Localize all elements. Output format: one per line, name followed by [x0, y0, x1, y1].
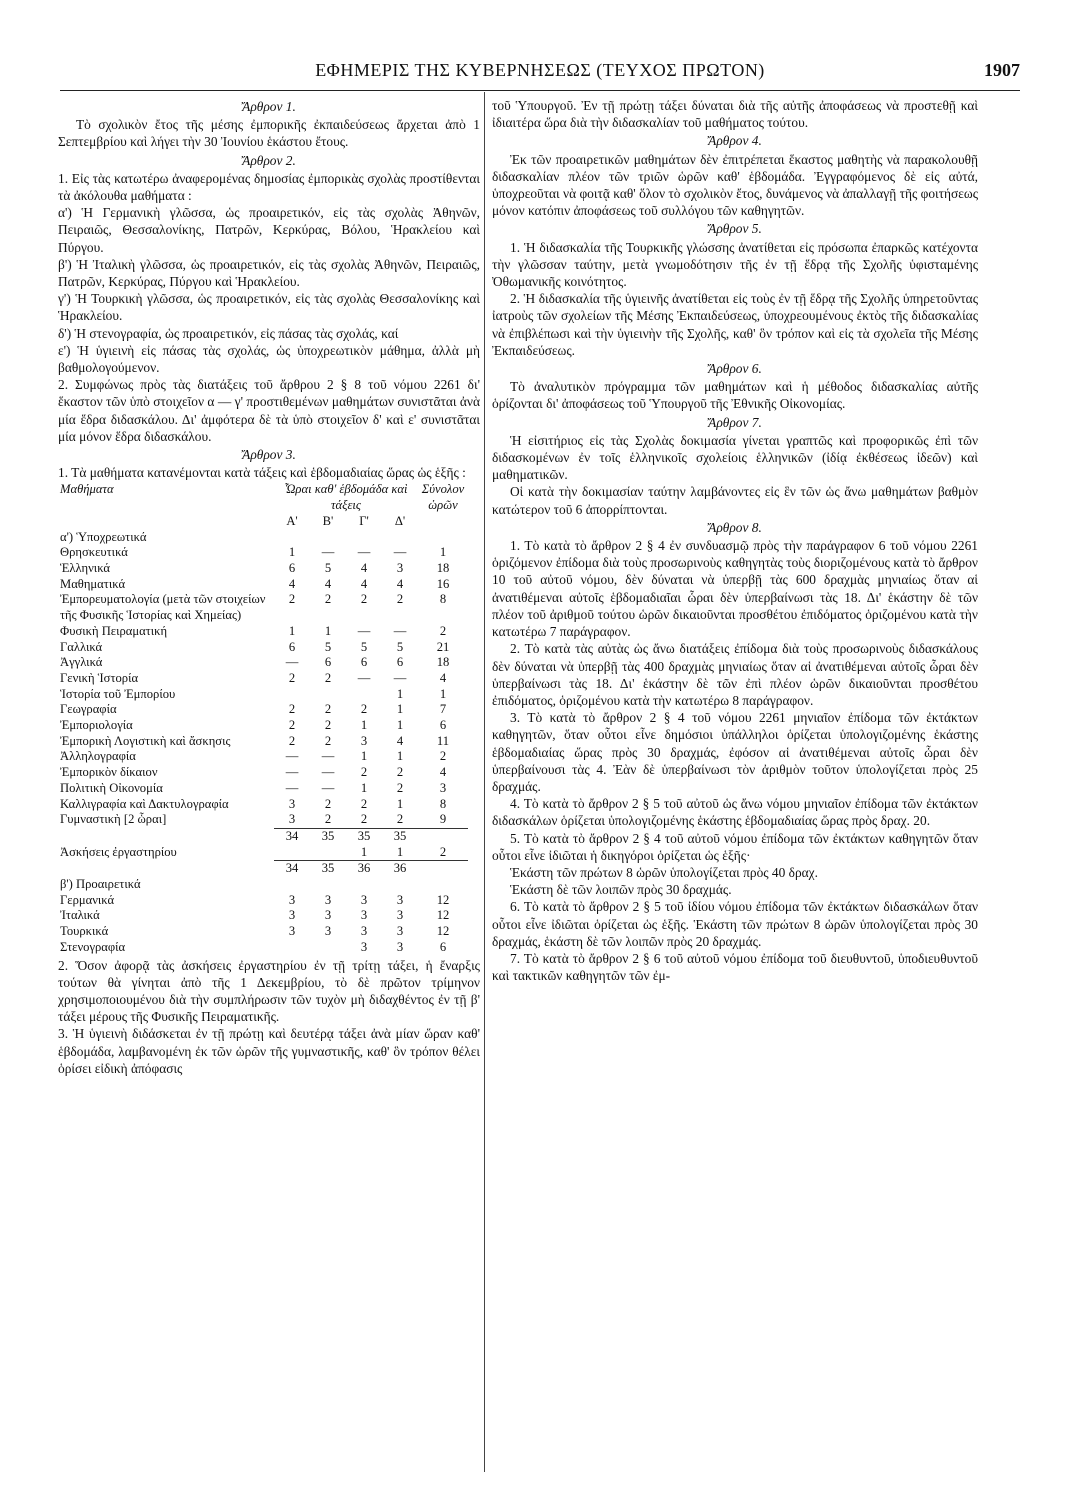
article-8-para-5: 5. Τὸ κατὰ τὸ ἄρθρον 2 § 4 τοῦ αὐτοῦ νόμου ἐπίδομα τῶν ἐκτάκτων καθηγητῶν ὅταν οὗτοι εἶνε ἰδιῶται ἡ δικηγόροι ὁρίζεται ὡς ἑξῆς·: [492, 830, 978, 863]
page-header: [60, 58, 1020, 86]
table-row: [58, 561, 468, 577]
table-row: [58, 908, 468, 924]
hours-cell: 4: [288, 576, 296, 591]
total-cell: 12: [436, 892, 450, 907]
hours-cell: —: [321, 749, 335, 764]
subject-cell: Γενικὴ Ἱστορία: [60, 670, 139, 685]
section-a-row: [58, 530, 468, 546]
hours-cell: 3: [360, 733, 368, 748]
col-total-header: Σύνολον ὡρῶν: [421, 482, 465, 513]
subject-cell: Ἐμποριολογία: [60, 718, 133, 733]
hours-cell: 3: [396, 892, 404, 907]
table-row: [58, 940, 468, 956]
hours-cell: —: [285, 780, 299, 795]
hours-cell: 35: [382, 828, 418, 844]
hours-cell: 2: [324, 812, 332, 827]
hours-cell: 5: [324, 560, 332, 575]
article-6-heading: Ἄρθρον 6.: [708, 361, 762, 377]
subject-cell: Στενογραφία: [60, 939, 126, 954]
hours-cell: 6: [288, 560, 296, 575]
article-2-para-a: α') Ἡ Γερμανικὴ γλῶσσα, ὡς προαιρετικόν, εἰς τὰς σχολὰς Ἀθηνῶν, Πειραιῶς, Θεσσαλονίκης, Πατρῶν, Κερκύρας, Βόλου, Ἡρακλείου καὶ Πύργου.: [58, 205, 480, 255]
hours-cell: 5: [360, 639, 368, 654]
section-b-label: β') Προαιρετικά: [60, 877, 141, 892]
hours-cell: 2: [288, 670, 296, 685]
table-row: [58, 734, 468, 750]
hours-cell: —: [285, 765, 299, 780]
hours-cell: 2: [396, 765, 404, 780]
article-5-para-1: 1. Ἡ διδασκαλία τῆς Τουρκικῆς γλώσσης ἀνατίθεται εἰς πρόσωπα ἐπαρκῶς κατέχοντα τὴν γλῶσσαν ταύτην, μετὰ γνωμοδότησιν τῆς ἐν τῇ ἕδρᾳ τῆς Σχολῆς ὑφισταμένης Ὀθωμανικῆς κοινότητος.: [492, 239, 978, 290]
hours-cell: —: [321, 780, 335, 795]
total-cell: 6: [439, 939, 447, 954]
subject-cell: [58, 514, 274, 530]
hours-cell: 6: [360, 655, 368, 670]
hours-cell: 2: [360, 765, 368, 780]
hours-cell: [310, 940, 346, 956]
table-row: [58, 592, 468, 623]
hours-cell: 2: [396, 592, 404, 607]
total-cell: [418, 828, 468, 844]
hours-cell: 3: [324, 924, 332, 939]
hours-cell: 2: [324, 733, 332, 748]
article-8-para-3: 3. Τὸ κατὰ τὸ ἄρθρον 2 § 4 τοῦ νόμου 2261 μηνιαῖον ἐπίδομα τῶν ἐκτάκτων καθηγητῶν, ὅταν οὗτοι εἶνε δημόσιοι ὑπάλληλοι ὁρίζεται ὑπολογιζομένης ἑκάστης ἑβδομαδιαίας ὥρας πρὸς 30 δραχμάς, ἐφόσον αἱ ἀνατιθέμεναι αὐτοῖς ὧραι δὲν ὑπερβαίνουσι τὰς 4. Ἐὰν δὲ ὑπερβαίνωσι τὸν ἀριθμὸν τοῦτον ὑπολογίζεται πρὸς 25 δραχμάς.: [492, 710, 978, 794]
total-cell: 18: [436, 560, 450, 575]
hours-cell: 3: [396, 924, 404, 939]
header-rule: [60, 90, 1020, 91]
hours-cell: [274, 940, 310, 956]
hours-cell: —: [357, 623, 371, 638]
subtotal-row: [58, 828, 468, 844]
total-cell: 1: [439, 686, 447, 701]
hours-cell: 3: [288, 924, 296, 939]
total-cell: 8: [439, 592, 447, 607]
table-row: [58, 702, 468, 718]
article-1-text: Τὸ σχολικὸν ἔτος τῆς μέσης ἐμπορικῆς ἐκπαιδεύσεως ἄρχεται ἀπὸ 1 Σεπτεμβρίου καὶ λήγει τὴν 30 Ἰουνίου ἑκάστου ἔτους.: [58, 117, 480, 150]
total-cell: 2: [439, 749, 447, 764]
subject-cell: Ἐμπορευματολογία (μετὰ τῶν στοιχείων τῆς Φυσικῆς Ἱστορίας καὶ Χημείας): [60, 592, 266, 623]
hours-cell: 1: [396, 796, 404, 811]
hours-cell: 1: [288, 545, 296, 560]
subject-cell: Ἑλληνικά: [60, 560, 111, 575]
hours-cell: 4: [360, 576, 368, 591]
total-cell: 21: [436, 639, 450, 654]
hours-cell: [310, 845, 346, 861]
total-cell: 4: [439, 670, 447, 685]
table-row: [58, 812, 468, 828]
article-7-heading: Ἄρθρον 7.: [708, 414, 762, 430]
table-row: [58, 655, 468, 671]
subject-cell: [58, 861, 274, 877]
hours-cell: 2: [324, 718, 332, 733]
subject-cell: Ἰταλικά: [60, 908, 100, 923]
hours-cell: 2: [288, 592, 296, 607]
article-4-heading: Ἄρθρον 4.: [708, 133, 762, 149]
hours-cell: —: [285, 749, 299, 764]
hours-cell: Δ': [394, 513, 406, 528]
subject-cell: Τουρκικά: [60, 924, 109, 939]
article-3-para-3: 3. Ἡ ὑγιεινὴ διδάσκεται ἐν τῇ πρώτῃ καὶ δευτέρᾳ τάξει ἀνὰ μίαν ὥραν καθ' ἑβδομάδα, λαμβανομένη ἐκ τῶν ὡρῶν τῆς γυμναστικῆς, καθ' ὃν τρόπον θέλει ὁρίσει εἰδικὴ ἀπόφασις: [58, 1026, 480, 1076]
article-8-para-8: 6. Τὸ κατὰ τὸ ἄρθρον 2 § 5 τοῦ ἰδίου νόμου ἐπίδομα τῶν ἐκτάκτων διδασκάλων ὅταν οὗτοι εἶνε ἰδιῶται ὁρίζεται ὡς ἑξῆς. Ἑκάστη τῶν πρώτων 8 ὡρῶν ὑπολογίζεται πρὸς 30 δραχμάς, ἑκάστη δὲ τῶν λοιπῶν πρὸς 20 δραχμάς.: [492, 899, 978, 949]
hours-cell: —: [321, 545, 335, 560]
hours-cell: 1: [288, 623, 296, 638]
table-row: [58, 765, 468, 781]
table-row: [58, 671, 468, 687]
hours-cell: 1: [396, 686, 404, 701]
hours-cell: Α': [286, 513, 298, 528]
hours-cell: 2: [324, 796, 332, 811]
hours-cell: 3: [396, 908, 404, 923]
hours-cell: —: [357, 545, 371, 560]
article-7-para-2: Οἱ κατὰ τὴν δοκιμασίαν ταύτην λαμβάνοντες εἰς ἓν τῶν ὡς ἄνω μαθημάτων βαθμὸν κατώτερον τοῦ 6 ἀπορρίπτονται.: [492, 484, 978, 517]
hours-cell: —: [321, 765, 335, 780]
total-cell: 1: [439, 545, 447, 560]
hours-cell: Β': [322, 513, 334, 528]
article-8-para-4: 4. Τὸ κατὰ τὸ ἄρθρον 2 § 5 τοῦ αὐτοῦ ὡς ἄνω νόμου μηνιαῖον ἐπίδομα τῶν ἐκτάκτων διδασκάλων ὁρίζεται ὑπολογιζομένης ἑκάστης ἑβδομαδιαίας ὥρας πρὸς δραχ. 20.: [492, 796, 978, 829]
hours-cell: 3: [288, 796, 296, 811]
subject-cell: Μαθηματικά: [60, 576, 126, 591]
hours-cell: 2: [396, 780, 404, 795]
table-row: [58, 545, 468, 561]
hours-cell: 3: [396, 939, 404, 954]
article-8-para-1: 1. Τὸ κατὰ τὸ ἄρθρον 2 § 4 ἐν συνδυασμῷ πρὸς τὴν παράγραφον 6 τοῦ νόμου 2261 ὁριζόμενον ἐπίδομα διὰ τοὺς προσωρινοὺς καθηγητὰς τοὺς διοριζομένους κατὰ τὸ ἄρθρον 10 τοῦ αὐτοῦ νόμου, δὲν δύναται νὰ ὑπερβῇ τὰς 600 δραχμὰς μηνιαίως ὅταν αἱ ἀνατιθέμεναι αὐτοῖς ἑβδομαδιαῖαι ὧραι δὲν ὑπερβαίνωσι τὰς 18. Δι' ἑκάστην δὲ τῶν πλέον τοῦ ἀριθμοῦ τούτου ὡρῶν δικαιοῦνται προσθέτου ἐπιδόματος ὁριζομένου κατὰ τὴν κατωτέρω 7 παράγραφον.: [492, 538, 978, 640]
hours-cell: 36: [382, 861, 418, 877]
right-column: [492, 97, 978, 984]
hours-cell: —: [357, 670, 371, 685]
subject-cell: Γυμναστικὴ [2 ὧραι]: [60, 812, 167, 827]
total-cell: 8: [439, 796, 447, 811]
hours-cell: [274, 687, 310, 703]
hours-cell: 2: [324, 670, 332, 685]
article-8-heading: Ἄρθρον 8.: [708, 519, 762, 535]
table-row: [58, 624, 468, 640]
table-row: [58, 781, 468, 797]
total-cell: 18: [436, 655, 450, 670]
hours-cell: 3: [396, 560, 404, 575]
col-hours-header: Ὧραι καθ' ἑβδομάδα καὶ τάξεις: [284, 482, 408, 513]
hours-cell: 1: [360, 718, 368, 733]
hours-cell: 2: [288, 718, 296, 733]
hours-cell: 4: [396, 576, 404, 591]
article-2-para-b: β') Ἡ Ἰταλικὴ γλῶσσα, ὡς προαιρετικόν, εἰς τὰς σχολὰς Ἀθηνῶν, Πειραιῶς, Πατρῶν, Κερκύρας, Πύργου καὶ Ἡρακλείου.: [58, 256, 480, 290]
hours-cell: 1: [396, 718, 404, 733]
total-cell: 12: [436, 924, 450, 939]
hours-cell: 2: [324, 592, 332, 607]
grade-label-row: [58, 514, 468, 530]
table-row: [58, 687, 468, 703]
total-cell: [418, 514, 468, 530]
subject-cell: [58, 828, 274, 844]
hours-cell: 2: [360, 812, 368, 827]
hours-cell: —: [285, 655, 299, 670]
subject-cell: Φυσικὴ Πειραματική: [60, 623, 168, 638]
total-cell: [418, 861, 468, 877]
section-b-row: [58, 877, 468, 893]
hours-cell: 2: [288, 733, 296, 748]
total-cell: 4: [439, 765, 447, 780]
hours-cell: 1: [324, 623, 332, 638]
subject-cell: Ἀσκήσεις ἐργαστηρίου: [60, 844, 177, 859]
article-2-heading: Ἄρθρον 2.: [242, 152, 296, 168]
article-8-para-7: Ἑκάστη δὲ τῶν λοιπῶν πρὸς 30 δραχμάς.: [510, 882, 732, 898]
hours-cell: —: [393, 670, 407, 685]
table-header-row: [58, 482, 468, 513]
gazette-title: ΕΦΗΜΕΡΙΣ ΤΗΣ ΚΥΒΕΡΝΗΣΕΩΣ (ΤΕΥΧΟΣ ΠΡΩΤΟΝ): [315, 60, 765, 80]
hours-cell: 1: [396, 749, 404, 764]
hours-cell: 1: [360, 749, 368, 764]
table-row: [58, 640, 468, 656]
total-cell: 2: [439, 623, 447, 638]
total-cell: 9: [439, 812, 447, 827]
table-row: [58, 797, 468, 813]
hours-cell: 5: [396, 639, 404, 654]
hours-cell: 3: [360, 939, 368, 954]
article-8-para-6: Ἑκάστη τῶν πρώτων 8 ὡρῶν ὑπολογίζεται πρὸς 40 δραχ.: [510, 864, 818, 880]
article-2-para-1: 1. Εἰς τὰς κατωτέρω ἀναφερομένας δημοσίας ἐμπορικὰς σχολὰς προστίθενται τὰ ἀκόλουθα μαθήματα :: [58, 170, 480, 204]
hours-cell: 4: [360, 560, 368, 575]
total-row: [58, 861, 468, 877]
hours-cell: 6: [396, 655, 404, 670]
hours-cell: 1: [360, 844, 368, 859]
column-divider: [484, 92, 485, 1472]
article-3-heading: Ἄρθρον 3.: [242, 447, 296, 463]
article-6-text: Τὸ ἀναλυτικὸν πρόγραμμα τῶν μαθημάτων καὶ ἡ μέθοδος διδασκαλίας αὐτῆς ὁρίζονται δι' ἀποφάσεως τοῦ Ὑπουργοῦ τῆς Ἐθνικῆς Οἰκονομίας.: [492, 379, 978, 412]
hours-cell: 2: [324, 702, 332, 717]
total-cell: 7: [439, 702, 447, 717]
table-row: [58, 893, 468, 909]
hours-cell: 1: [396, 844, 404, 859]
subject-cell: Θρησκευτικά: [60, 545, 128, 560]
article-2-para-e: ε') Ἡ ὑγιεινὴ εἰς πάσας τὰς σχολάς, ὡς ὑποχρεωτικὸν μάθημα, ἀλλὰ μὴ βαθμολογούμενον.: [58, 342, 480, 376]
hours-cell: 3: [288, 892, 296, 907]
hours-cell: [310, 687, 346, 703]
hours-cell: 3: [324, 908, 332, 923]
table-row: [58, 845, 468, 861]
hours-cell: 3: [288, 908, 296, 923]
hours-cell: 35: [310, 861, 346, 877]
subject-cell: Ἀλληλογραφία: [60, 749, 136, 764]
total-cell: 6: [439, 718, 447, 733]
table-row: [58, 718, 468, 734]
hours-cell: 2: [360, 796, 368, 811]
article-5-para-2: 2. Ἡ διδασκαλία τῆς ὑγιεινῆς ἀνατίθεται εἰς τοὺς ἐν τῇ ἕδρᾳ τῆς Σχολῆς ὑπηρετοῦντας ἰατροὺς τῶν σχολείων τῆς Μέσης Ἐκπαιδεύσεως, ὑποχρεουμένους ἐκτὸς τῆς διδασκαλίας νὰ ἐπιβλέπωσι καὶ τὴν ὑγιεινὴν τῆς Σχολῆς, καθ' ὃν τρόπον καὶ εἰς τὰ σχολεῖα τῆς Μέσης Ἐκπαιδεύσεως.: [492, 291, 978, 358]
subject-cell: Ἐμπορικὴ Λογιστικὴ καὶ ἄσκησις: [60, 733, 231, 748]
article-4-text: Ἐκ τῶν προαιρετικῶν μαθημάτων δὲν ἐπιτρέπεται ἕκαστος μαθητὴς νὰ παρακολουθῇ διδασκαλίαν πλέον τῶν τριῶν ὡρῶν καθ' ἑβδομάδα. Ἐγγραφόμενος δὲ εἰς αὐτά, ὑποχρεοῦται νὰ φοιτᾷ καθ' ὅλον τὸ σχολικὸν ἔτος, δυνάμενος νὰ ἀπαλλαγῇ τῆς φοιτήσεως μόνον κατόπιν ἀποφάσεως τοῦ συλλόγου τῶν καθηγητῶν.: [492, 151, 978, 219]
hours-cell: 2: [396, 812, 404, 827]
hours-cell: 3: [360, 908, 368, 923]
hours-cell: 5: [324, 639, 332, 654]
subject-cell: Πολιτικὴ Οἰκονομία: [60, 780, 163, 795]
continued-text: τοῦ Ὑπουργοῦ. Ἐν τῇ πρώτῃ τάξει δύναται διὰ τῆς αὐτῆς ἀποφάσεως νὰ προστεθῇ καὶ ἰδιαιτέρα ὥρα διὰ τὴν διδασκαλίαν τοῦ μαθήματος τούτου.: [492, 98, 978, 131]
hours-cell: 34: [274, 861, 310, 877]
hours-cell: 2: [360, 592, 368, 607]
article-3-para-1: 1. Τὰ μαθήματα κατανέμονται κατὰ τάξεις καὶ ἑβδομαδιαίας ὥρας ὡς ἑξῆς :: [58, 465, 466, 481]
hours-cell: 3: [360, 924, 368, 939]
table-row: [58, 924, 468, 940]
hours-cell: 35: [310, 828, 346, 844]
left-column: [58, 97, 480, 1077]
article-2-para-c: γ') Ἡ Τουρκικὴ γλῶσσα, ὡς προαιρετικόν, εἰς τὰς σχολὰς Θεσσαλονίκης καὶ Ἡρακλείου.: [58, 291, 480, 324]
col-subject-header: Μαθήματα: [60, 482, 114, 497]
subject-cell: Ἱστορία τοῦ Ἐμπορίου: [60, 686, 176, 701]
subject-cell: Ἐμπορικὸν δίκαιον: [60, 765, 158, 780]
hours-cell: 1: [360, 780, 368, 795]
hours-cell: 2: [360, 702, 368, 717]
total-cell: 16: [436, 576, 450, 591]
hours-cell: 4: [324, 576, 332, 591]
subject-cell: Ἀγγλικά: [60, 655, 103, 670]
table-row: [58, 749, 468, 765]
hours-cell: 6: [324, 655, 332, 670]
total-cell: 11: [436, 733, 450, 748]
hours-cell: [346, 687, 382, 703]
total-cell: 3: [439, 780, 447, 795]
table-row: [58, 577, 468, 593]
hours-cell: 4: [396, 733, 404, 748]
subject-cell: Γεωγραφία: [60, 702, 117, 717]
hours-cell: 3: [288, 812, 296, 827]
article-1-heading: Ἄρθρον 1.: [242, 99, 296, 114]
total-cell: 12: [436, 908, 450, 923]
article-2-para-d: δ') Ἡ στενογραφία, ὡς προαιρετικόν, εἰς πάσας τὰς σχολάς, καί: [58, 325, 399, 341]
article-2-para-2: 2. Συμφώνως πρὸς τὰς διατάξεις τοῦ ἄρθρου 2 § 8 τοῦ νόμου 2261 δι' ἕκαστον τῶν ὑπὸ στοιχεῖον α — γ' προστιθεμένων μαθημάτων συνιστᾶται ἀνὰ μία ἕδρα διδασκάλου. Δι' ἀμφότερα δὲ τὰ ὑπὸ στοιχεῖον δ' καὶ ε' συνιστᾶται μία μόνον ἕδρα διδασκάλου.: [58, 377, 480, 444]
hours-cell: 35: [346, 828, 382, 844]
section-a-label: α') Ὑποχρεωτικά: [60, 529, 147, 544]
hours-cell: Γ': [359, 513, 369, 528]
hours-cell: 2: [288, 702, 296, 717]
subject-cell: Γερμανικά: [60, 892, 115, 907]
subject-cell: Γαλλικά: [60, 639, 103, 654]
page-number: 1907: [984, 60, 1020, 80]
article-5-heading: Ἄρθρον 5.: [708, 221, 762, 237]
hours-cell: 1: [396, 702, 404, 717]
article-8-para-9: 7. Τὸ κατὰ τὸ ἄρθρον 2 § 6 τοῦ αὐτοῦ νόμου ἐπίδομα τοῦ διευθυντοῦ, ὑποδιευθυντοῦ καὶ τακτικῶν καθηγητῶν τῶν ἐμ-: [492, 950, 978, 984]
article-3-para-2: 2. Ὅσον ἀφορᾷ τὰς ἀσκήσεις ἐργαστηρίου ἐν τῇ τρίτῃ τάξει, ἡ ἔναρξις τούτων θὰ γίνηται ἀπὸ τῆς 1 Δεκεμβρίου, τὸ δὲ πρῶτον τρίμηνον χρησιμοποιουμένου διὰ τὴν συμπλήρωσιν τῶν τυχὸν μὴ διδαχθέντος ἐν τῇ β' τάξει μέρους τῆς Φυσικῆς Πειραματικῆς.: [58, 957, 480, 1025]
article-8-para-2: 2. Τὸ κατὰ τὰς αὐτὰς ὡς ἄνω διατάξεις ἐπίδομα διὰ τοὺς προσωρινοὺς διδασκάλους δὲν δύναται νὰ ὑπερβῇ τὰς 400 δραχμὰς μηνιαίως ὅταν αἱ ἀνατιθέμεναι αὐτοῖς ὧραι δὲν ὑπερβαίνωσι τὰς 18. Δι' ἑκάστην δὲ τῶν ἐπὶ πλέον ὡρῶν δικαιοῦνται προσθέτου ἐπιδόματος, ὁριζομένου κατὰ τὴν κατωτέρω 8 παράγραφον.: [492, 641, 978, 708]
total-cell: 2: [439, 844, 447, 859]
hours-cell: 34: [274, 828, 310, 844]
hours-cell: [274, 845, 310, 861]
hours-cell: 3: [324, 892, 332, 907]
hours-cell: —: [393, 545, 407, 560]
hours-cell: 36: [346, 861, 382, 877]
hours-cell: 3: [360, 892, 368, 907]
hours-cell: 6: [288, 639, 296, 654]
article-7-para-1: Ἡ εἰσιτήριος εἰς τὰς Σχολὰς δοκιμασία γίνεται γραπτῶς καὶ προφορικῶς ἐπὶ τῶν διδασκομένων ἐν τοῖς ἑλληνικοῖς σχολείοις ἑλληνικῶν (ἰδίᾳ ἐκθέσεως ἰδεῶν) καὶ μαθηματικῶν.: [492, 432, 978, 483]
schedule-table: [58, 482, 468, 955]
hours-cell: —: [393, 623, 407, 638]
subject-cell: Καλλιγραφία καὶ Δακτυλογραφία: [60, 796, 229, 811]
